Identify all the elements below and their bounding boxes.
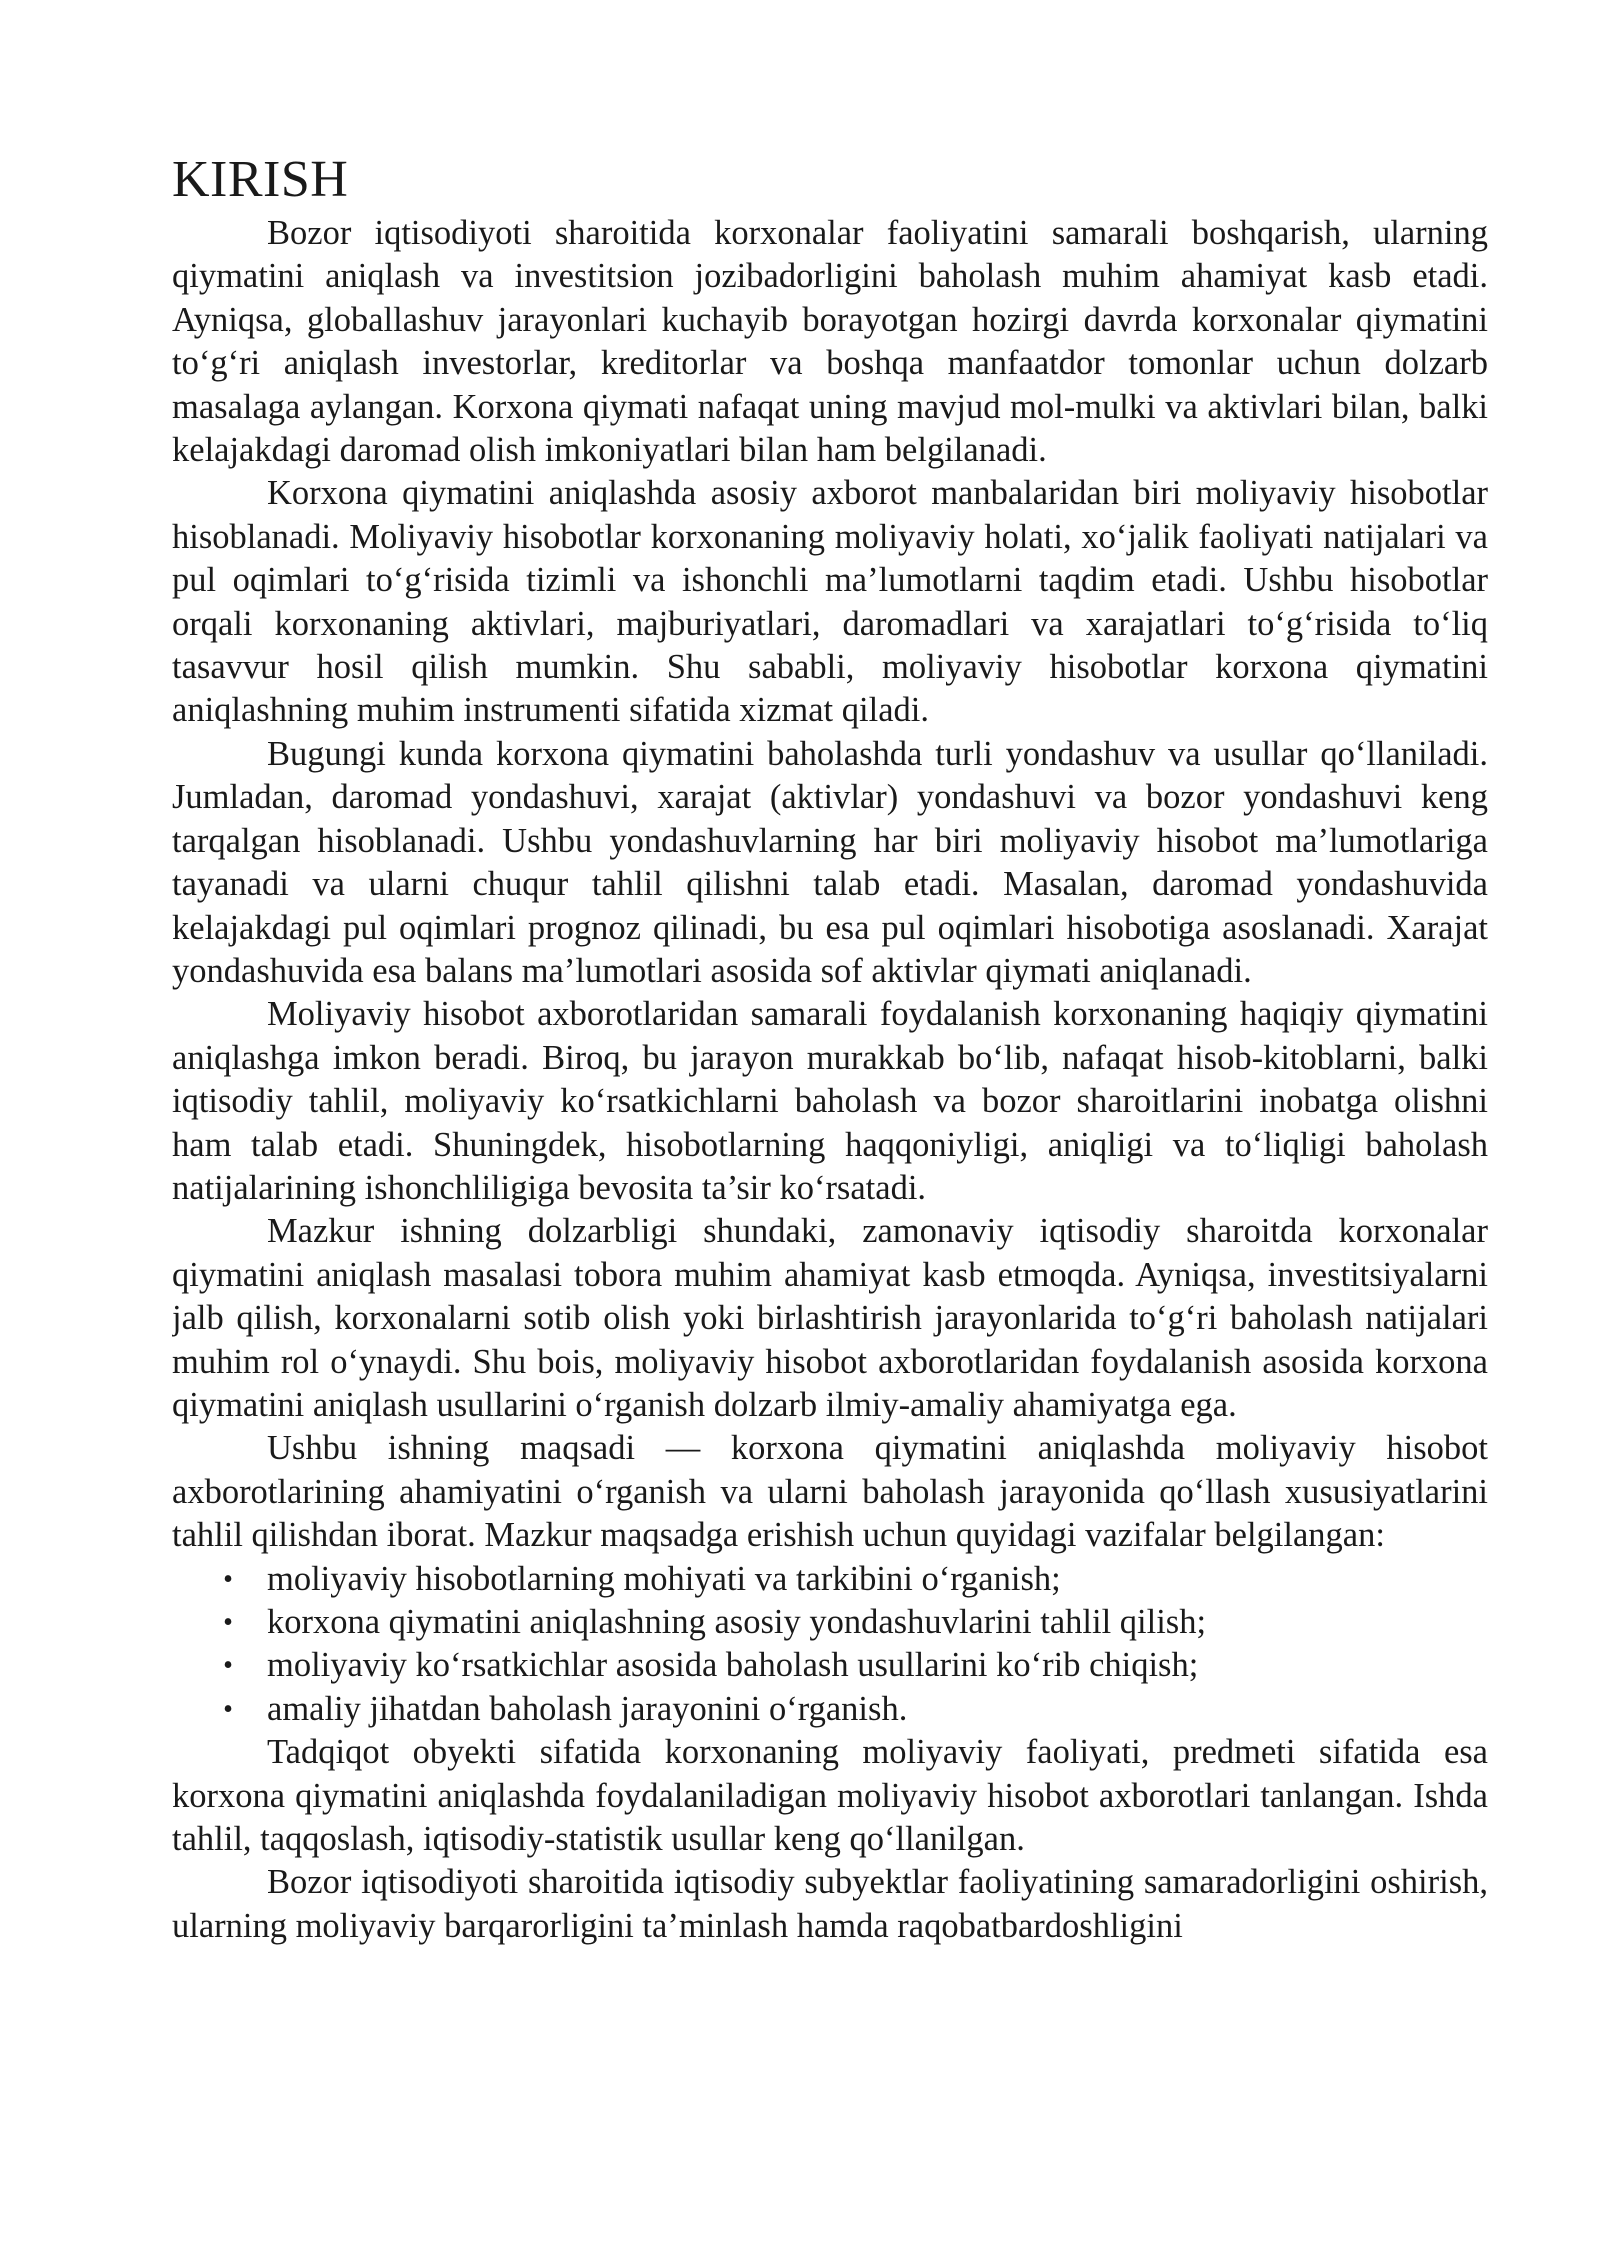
bullet-icon: • [223,1650,233,1682]
paragraph-7: Tadqiqot obyekti sifatida korxonaning moliyaviy faoliyati, predmeti sifatida esa korxona qiymatini aniqlashda foydalaniladigan moliyaviy hisobot axborotlari tanlangan. Ishda tahlil, taqqoslash, iqtisodiy-statistik usullar keng qo‘llanilgan. [172,1733,1488,1859]
list-item [172,1558,1488,1601]
task-text: amaliy jihatdan baholash jarayonini o‘rganish. [267,1689,908,1728]
task-text: korxona qiymatini aniqlashning asosiy yondashuvlarini tahlil qilish; [267,1603,1207,1641]
paragraph-4: Moliyaviy hisobot axborotlaridan samarali foydalanish korxonaning haqiqiy qiymatini aniqlashga imkon beradi. Biroq, bu jarayon murakkab bo‘lib, nafaqat hisob-kitoblarni, balki iqtisodiy tahlil, moliyaviy ko‘rsatkichlarni baholash va bozor sharoitlarini inobatga olishni ham talab etadi. Shuningdek, hisobotlarning haqqoniyligi, aniqligi va to‘liqligi baholash natijalarining ishonchliligiga bevosita ta’sir ko‘rsatadi. [172,995,1488,1207]
list-item [172,1644,1488,1687]
paragraph-1: Bozor iqtisodiyoti sharoitida korxonalar faoliyatini samarali boshqarish, ularning qiymatini aniqlash va investitsion jozibadorligini baholash muhim ahamiyat kasb etadi. Ayniqsa, globallashuv jarayonlari kuchayib borayotgan hozirgi davrda korxonalar qiymatini to‘g‘ri aniqlash investorlar, kreditorlar va boshqa manfaatdor tomonlar uchun dolzarb masalaga aylangan. Korxona qiymati nafaqat uning mavjud mol-mulki va aktivlari bilan, balki kelajakdagi daromad olish imkoniyatlari bilan ham belgilanadi. [172,214,1488,470]
list-item [172,1601,1488,1644]
task-text: moliyaviy hisobotlarning mohiyati va tarkibini o‘rganish; [267,1559,1061,1598]
bullet-icon: • [223,1563,233,1595]
task-list [172,1558,1488,1732]
paragraph-3: Bugungi kunda korxona qiymatini baholashda turli yondashuv va usullar qo‘llaniladi. Jumladan, daromad yondashuvi, xarajat (aktivlar) yondashuvi va bozor yondashuvi keng tarqalgan hisoblanadi. Ushbu yondashuvlarning har biri moliyaviy hisobot ma’lumotlariga tayanadi va ularni chuqur tahlil qilishni talab etadi. Masalan, daromad yondashuvida kelajakdagi pul oqimlari prognoz qilinadi, bu esa pul oqimlari hisobotiga asoslanadi. Xarajat yondashuvida esa balans ma’lumotlari asosida sof aktivlar qiymati aniqlanadi. [172,734,1488,990]
task-text: moliyaviy ko‘rsatkichlar asosida baholash usullarini ko‘rib chiqish; [267,1646,1199,1685]
section-title: KIRISH [172,151,349,208]
list-item [172,1688,1488,1731]
paragraph-6: Ushbu ishning maqsadi — korxona qiymatini aniqlashda moliyaviy hisobot axborotlarining ahamiyatini o‘rganish va ularni baholash jarayonida qo‘llash xususiyatlarini tahlil qilishdan iborat. Mazkur maqsadga erishish uchun quyidagi vazifalar belgilangan: [172,1429,1488,1555]
paragraph-8: Bozor iqtisodiyoti sharoitida iqtisodiy subyektlar faoliyatining samaradorligini oshirish, ularning moliyaviy barqarorligini ta’minlash hamda raqobatbardoshligini [172,1863,1488,1945]
bullet-icon: • [223,1607,233,1638]
paragraph-5: Mazkur ishning dolzarbligi shundaki, zamonaviy iqtisodiy sharoitda korxonalar qiymatini aniqlash masalasi tobora muhim ahamiyat kasb etmoqda. Ayniqsa, investitsiyalarni jalb qilish, korxonalarni sotib olish yoki birlashtirish jarayonlarida to‘g‘ri baholash natijalari muhim rol o‘ynaydi. Shu bois, moliyaviy hisobot axborotlaridan foydalanish asosida korxona qiymatini aniqlash usullarini o‘rganish dolzarb ilmiy-amaliy ahamiyatga ega. [172,1212,1488,1424]
paragraph-2: Korxona qiymatini aniqlashda asosiy axborot manbalaridan biri moliyaviy hisobotlar hisoblanadi. Moliyaviy hisobotlar korxonaning moliyaviy holati, xo‘jalik faoliyati natijalari va pul oqimlari to‘g‘risida tizimli va ishonchli ma’lumotlarni taqdim etadi. Ushbu hisobotlar orqali korxonaning aktivlari, majburiyatlari, daromadlari va xarajatlari to‘g‘risida to‘liq tasavvur hosil qilish mumkin. Shu sababli, moliyaviy hisobotlar korxona qiymatini aniqlashning muhim instrumenti sifatida xizmat qiladi. [172,474,1488,730]
bullet-icon: • [223,1693,233,1725]
document-page [172,150,1488,2190]
